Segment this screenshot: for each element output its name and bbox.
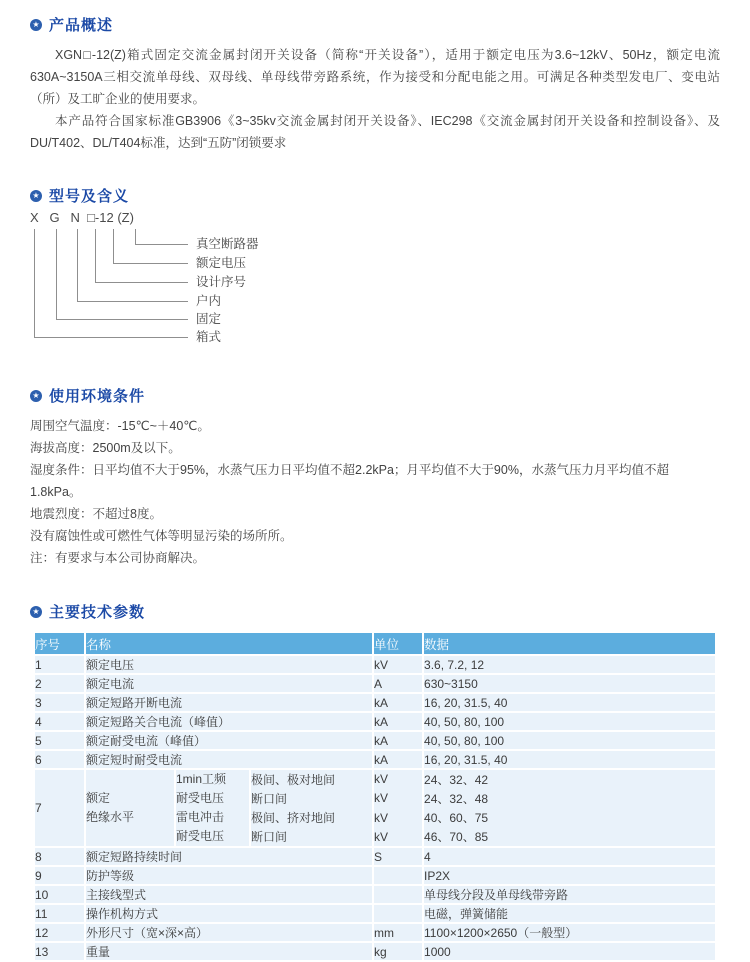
model-label-rated-voltage: 额定电压 — [196, 256, 247, 270]
row-no: 3 — [35, 693, 85, 712]
row-no: 11 — [35, 904, 85, 923]
overview-paragraph-1: XGN□-12(Z)箱式固定交流金属封闭开关设备（简称“开关设备”），适用于额定电压为3.6~12kV、50Hz，额定电流630A~3150A三相交流单母线、双母线、单母线带旁路系统，作为接受和分配电能之用。可满足各种类型发电厂、变电站（所）及工旷企业的使用要求。 — [30, 48, 720, 106]
table-row — [35, 942, 715, 961]
table-row — [35, 750, 715, 769]
row-no: 5 — [35, 731, 85, 750]
model-code-text: X G N □-12 (Z) — [30, 210, 134, 225]
model-label-indoor: 户内 — [196, 294, 222, 308]
overview-paragraph-2: 本产品符合国家标准GB3906《3~35kv交流金属封闭开关设备》、IEC298《交流金属封闭开关设备和控制设备》、及DU/T402、DL/T404标准，达到“五防”闭锁要求 — [30, 114, 720, 150]
table-row — [35, 731, 715, 750]
col-header-unit: 单位 — [373, 633, 423, 655]
model-label-box-type: 箱式 — [196, 330, 222, 344]
env-line-temperature: 周围空气温度：-15℃~＋40℃。 — [30, 419, 210, 433]
model-label-vacuum-breaker: 真空断路器 — [196, 237, 259, 251]
model-label-fixed: 固定 — [196, 312, 222, 326]
section-title-parameters: 主要技术参数 — [49, 604, 146, 621]
row-name-insulation-level — [85, 769, 175, 847]
table-row-insulation — [35, 769, 715, 789]
row-data: 40, 50, 80, 100 — [423, 712, 715, 731]
row-condition: 极间、挤对地间 — [250, 808, 373, 828]
environment-condition-list — [30, 415, 720, 569]
row-no: 10 — [35, 885, 85, 904]
row-unit: kV — [373, 789, 423, 809]
sub-name-lightning-impulse — [175, 808, 250, 847]
row-name: 额定短路关合电流（峰值） — [85, 712, 373, 731]
row-condition: 断口间 — [250, 789, 373, 809]
section-parameters — [30, 601, 720, 962]
env-line-altitude: 海拔高度：2500m及以下。 — [30, 441, 181, 455]
row-data: 24、32、48 — [423, 789, 715, 809]
row-no: 12 — [35, 923, 85, 942]
star-circle-icon: ★ — [30, 190, 42, 202]
row-condition: 极间、极对地间 — [250, 769, 373, 789]
row-data: 630~3150 — [423, 674, 715, 693]
overview-paragraphs — [30, 44, 720, 154]
row-data: 4 — [423, 847, 715, 866]
section-heading-model — [30, 185, 720, 206]
table-row — [35, 866, 715, 885]
row-name: 额定电压 — [85, 655, 373, 674]
row-name: 外形尺寸（宽×深×高） — [85, 923, 373, 942]
row-data: 40, 50, 80, 100 — [423, 731, 715, 750]
env-line-note: 注：有要求与本公司协商解决。 — [30, 551, 206, 565]
table-row — [35, 712, 715, 731]
row-name: 操作机构方式 — [85, 904, 373, 923]
row-no: 13 — [35, 942, 85, 961]
sub-name-power-frequency — [175, 769, 250, 808]
row-unit: kA — [373, 750, 423, 769]
row-unit: kV — [373, 769, 423, 789]
power-frequency-line2: 耐受电压 — [176, 791, 225, 805]
row-no: 1 — [35, 655, 85, 674]
row-name: 额定电流 — [85, 674, 373, 693]
col-header-no: 序号 — [35, 633, 85, 655]
table-row — [35, 693, 715, 712]
row-unit: kg — [373, 942, 423, 961]
table-row — [35, 847, 715, 866]
section-title-overview: 产品概述 — [49, 17, 114, 34]
row-name: 防护等级 — [85, 866, 373, 885]
row-unit: kA — [373, 712, 423, 731]
star-circle-icon: ★ — [30, 19, 42, 31]
connector-line-box-type — [34, 229, 188, 338]
row-no: 2 — [35, 674, 85, 693]
parameters-table — [35, 633, 715, 962]
row-name: 额定短时耐受电流 — [85, 750, 373, 769]
insulation-name-line2: 绝缘水平 — [86, 810, 135, 824]
table-row — [35, 655, 715, 674]
row-data: 40、60、75 — [423, 808, 715, 828]
table-row — [35, 904, 715, 923]
lightning-impulse-line2: 耐受电压 — [176, 829, 225, 843]
row-data: 电磁，弹簧储能 — [423, 904, 715, 923]
row-name: 额定耐受电流（峰值） — [85, 731, 373, 750]
row-name: 额定短路开断电流 — [85, 693, 373, 712]
env-line-seismic: 地震烈度：不超过8度。 — [30, 507, 162, 521]
section-heading-overview — [30, 14, 720, 35]
row-unit: kV — [373, 808, 423, 828]
section-model-meaning — [30, 185, 720, 355]
row-data: 3.6, 7.2, 12 — [423, 655, 715, 674]
table-header-row — [35, 633, 715, 655]
row-no: 9 — [35, 866, 85, 885]
model-code-diagram — [30, 210, 720, 355]
section-title-environment: 使用环境条件 — [49, 388, 146, 405]
section-environment — [30, 385, 720, 569]
row-data: 1100×1200×2650（一般型） — [423, 923, 715, 942]
section-heading-parameters — [30, 601, 720, 622]
model-label-design-serial: 设计序号 — [196, 275, 247, 289]
row-condition: 断口间 — [250, 828, 373, 848]
row-data: 单母线分段及单母线带旁路 — [423, 885, 715, 904]
row-unit: mm — [373, 923, 423, 942]
row-name: 重量 — [85, 942, 373, 961]
row-data: 46、70、85 — [423, 828, 715, 848]
row-no: 6 — [35, 750, 85, 769]
table-row — [35, 674, 715, 693]
row-name: 主接线型式 — [85, 885, 373, 904]
row-unit: S — [373, 847, 423, 866]
row-name: 额定短路持续时间 — [85, 847, 373, 866]
row-data: 16, 20, 31.5, 40 — [423, 693, 715, 712]
row-unit — [373, 904, 423, 923]
row-data: 24、32、42 — [423, 769, 715, 789]
section-title-model: 型号及含义 — [49, 188, 130, 205]
section-product-overview — [30, 14, 720, 154]
col-header-name: 名称 — [85, 633, 373, 655]
star-circle-icon: ★ — [30, 390, 42, 402]
col-header-data: 数据 — [423, 633, 715, 655]
row-unit: kA — [373, 731, 423, 750]
row-data: 1000 — [423, 942, 715, 961]
row-unit: kA — [373, 693, 423, 712]
row-unit: A — [373, 674, 423, 693]
table-row — [35, 923, 715, 942]
row-no: 7 — [35, 769, 85, 847]
row-data: 16, 20, 31.5, 40 — [423, 750, 715, 769]
row-data: IP2X — [423, 866, 715, 885]
row-unit: kV — [373, 655, 423, 674]
env-line-humidity: 湿度条件：日平均值不大于95%，水蒸气压力日平均值不超2.2kPa；月平均值不大于90%，水蒸气压力月平均值不超1.8kPa。 — [30, 463, 669, 499]
row-no: 8 — [35, 847, 85, 866]
section-heading-environment — [30, 385, 720, 406]
table-row — [35, 885, 715, 904]
power-frequency-line1: 1min工频 — [176, 772, 227, 786]
insulation-name-line1: 额定 — [86, 791, 111, 805]
row-unit — [373, 866, 423, 885]
env-line-pollution: 没有腐蚀性或可燃性气体等明显污染的场所所。 — [30, 529, 293, 543]
row-unit — [373, 885, 423, 904]
row-unit: kV — [373, 828, 423, 848]
lightning-impulse-line1: 雷电冲击 — [176, 810, 225, 824]
row-no: 4 — [35, 712, 85, 731]
star-circle-icon: ★ — [30, 606, 42, 618]
